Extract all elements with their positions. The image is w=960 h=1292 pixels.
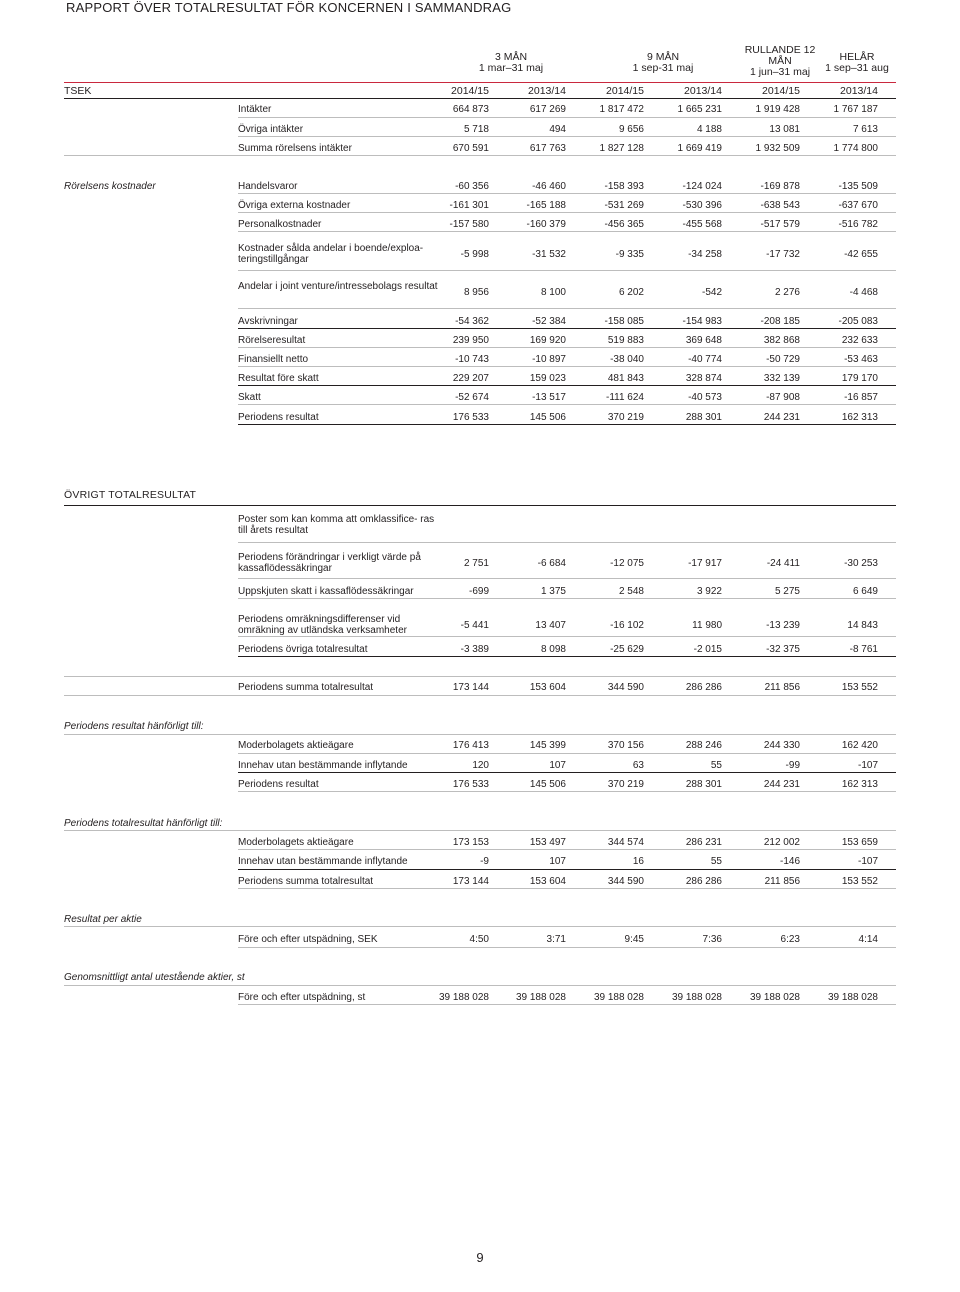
row-value: -146 [779,856,800,867]
row-value: 120 [472,760,489,771]
row-value: 153 604 [529,682,566,693]
section-label: Periodens resultat hänförligt till: [64,721,204,732]
row-value: 9 656 [618,124,644,135]
tsek-label: TSEK [64,85,92,97]
row-value: 14 843 [847,620,878,631]
row-divider [238,1004,896,1005]
section-label: Rörelsens kostnader [64,181,156,192]
row-divider [238,385,896,386]
row-label: Intäkter [238,104,272,115]
row-value: 370 156 [607,740,644,751]
row-label: Skatt [238,392,261,403]
row-value: -42 655 [844,249,878,260]
year-header: 2013/14 [684,85,722,97]
row-divider [238,328,896,329]
row-value: 173 153 [452,837,489,848]
row-value: -637 670 [838,200,878,211]
row-divider [238,270,896,271]
row-value: 286 286 [685,682,722,693]
row-value: 1 665 231 [677,104,722,115]
row-divider [238,212,896,213]
row-value: 107 [549,760,566,771]
period-header-label: 9 MÅN [646,51,680,63]
row-value: -13 239 [766,620,800,631]
row-value: 5 718 [463,124,489,135]
row-value: 39 188 028 [593,992,644,1003]
row-value: 153 497 [529,837,566,848]
row-value: -46 460 [532,181,566,192]
row-value: 244 231 [763,779,800,790]
row-label: Före och efter utspädning, SEK [238,934,378,945]
year-header: 2014/15 [606,85,644,97]
row-divider [238,366,896,367]
row-value: 212 002 [763,837,800,848]
row-divider [238,849,896,850]
row-divider [238,791,896,792]
row-value: 6 202 [618,287,644,298]
row-value: -9 [480,856,489,867]
row-value: 370 219 [607,412,644,423]
row-value: 179 170 [841,373,878,384]
row-value: -208 185 [760,316,800,327]
row-label: Handelsvaror [238,181,298,192]
row-value: 288 301 [685,412,722,423]
row-value: 13 407 [535,620,566,631]
row-value: 370 219 [607,779,644,790]
row-value: 173 144 [452,682,489,693]
row-value: 1 669 419 [677,143,722,154]
row-value: -154 983 [682,316,722,327]
period-header-dates: 1 sep-31 maj [632,62,694,74]
row-value: 6:23 [780,934,800,945]
row-divider [64,155,896,156]
row-value: 176 413 [452,740,489,751]
row-label: Summa rörelsens intäkter [238,143,352,154]
row-value: 382 868 [763,335,800,346]
row-value: -17 917 [688,558,722,569]
row-divider [238,869,896,870]
row-value: 1 817 472 [599,104,644,115]
row-value: -6 684 [537,558,566,569]
row-value: -30 253 [844,558,878,569]
row-value: 3:71 [546,934,566,945]
row-value: 176 533 [452,412,489,423]
row-value: 288 246 [685,740,722,751]
row-value: 2 276 [774,287,800,298]
section-label: Resultat per aktie [64,914,142,925]
row-value: -16 857 [844,392,878,403]
row-value: -60 356 [455,181,489,192]
row-value: 145 506 [529,412,566,423]
header-top-rule [64,82,896,83]
row-value: -5 998 [460,249,489,260]
row-value: -169 878 [760,181,800,192]
period-header-3man [456,52,566,74]
row-value: -40 774 [688,354,722,365]
row-value: 8 098 [540,644,566,655]
row-divider [238,193,896,194]
row-value: -542 [701,287,722,298]
row-value: 162 313 [841,779,878,790]
row-value: -50 729 [766,354,800,365]
row-label: Periodens summa totalresultat [238,876,374,887]
row-divider [64,734,896,735]
year-header: 2014/15 [451,85,489,97]
row-divider [238,636,896,637]
row-value: 211 856 [764,682,800,693]
row-value: -3 389 [460,644,489,655]
row-value: 4:50 [469,934,489,945]
row-value: 229 207 [452,373,489,384]
row-value: -165 188 [526,200,566,211]
period-header-label: 3 MÅN [494,51,528,63]
row-value: 39 188 028 [515,992,566,1003]
row-label: Övriga externa kostnader [238,200,351,211]
row-divider [238,424,896,425]
row-divider [238,231,896,232]
row-value: 153 552 [841,876,878,887]
row-value: 1 767 187 [833,104,878,115]
row-divider [238,947,896,948]
row-value: 176 533 [452,779,489,790]
year-header: 2013/14 [528,85,566,97]
row-value: 369 648 [685,335,722,346]
row-value: -16 102 [610,620,644,631]
row-value: -157 580 [449,219,489,230]
row-value: 8 956 [463,287,489,298]
ovrigt-rule [64,505,896,506]
row-label: Rörelseresultat [238,335,306,346]
row-label: Innehav utan bestämmande inflytande [238,760,408,771]
period-header-label: HELÅR [839,51,875,63]
row-value: 286 286 [685,876,722,887]
row-value: 153 604 [529,876,566,887]
period-header-label-cont: MÅN [768,55,792,67]
row-label: Kostnader sålda andelar i boende/exploa- teringstillgångar [238,243,424,265]
row-value: -52 674 [455,392,489,403]
row-value: 332 139 [763,373,800,384]
section-label: Genomsnittligt antal utestående aktier, st [64,972,245,983]
row-divider [238,347,896,348]
row-value: 344 590 [607,876,644,887]
row-divider [238,542,896,543]
row-value: 16 [632,856,644,867]
row-value: 239 950 [452,335,489,346]
row-value: 664 873 [452,104,489,115]
row-value: 39 188 028 [827,992,878,1003]
row-value: -9 335 [615,249,644,260]
row-value: 1 827 128 [599,143,644,154]
row-value: 1 919 428 [755,104,800,115]
row-value: 7 613 [852,124,878,135]
row-value: 7:36 [702,934,722,945]
row-value: 1 932 509 [755,143,800,154]
row-divider [64,985,896,986]
period-header-dates: 1 sep–31 aug [825,62,889,74]
row-value: 11 980 [692,620,722,631]
row-value: 344 590 [607,682,644,693]
row-value: -158 393 [604,181,644,192]
row-value: 6 649 [852,586,878,597]
row-value: 13 081 [769,124,800,135]
row-divider [238,888,896,889]
row-value: -517 579 [760,219,800,230]
row-divider [238,753,896,754]
period-header-label: RULLANDE 12 [744,44,816,56]
row-value: 1 774 800 [833,143,878,154]
row-value: -34 258 [688,249,722,260]
row-label: Poster som kan komma att omklassifice- ras till årets resultat [238,514,435,536]
row-divider [64,830,896,831]
row-value: 162 313 [841,412,878,423]
row-value: -53 463 [844,354,878,365]
row-label: Periodens övriga totalresultat [238,644,368,655]
row-value: -456 365 [604,219,644,230]
row-divider [238,136,896,137]
row-value: 481 843 [607,373,644,384]
row-value: 617 763 [529,143,566,154]
row-value: -699 [468,586,489,597]
row-value: 2 751 [463,558,489,569]
row-value: 107 [549,856,566,867]
row-value: 1 375 [540,586,566,597]
row-value: 4:14 [858,934,878,945]
row-value: 9:45 [624,934,644,945]
row-value: 162 420 [841,740,878,751]
row-value: -38 040 [610,354,644,365]
row-value: -124 024 [682,181,722,192]
section-label: Periodens totalresultat hänförligt till: [64,818,223,829]
row-divider [64,676,896,677]
row-label: Periodens resultat [238,779,319,790]
row-value: -40 573 [688,392,722,403]
row-value: -160 379 [526,219,566,230]
row-divider [238,404,896,405]
row-label: Periodens förändringar i verkligt värde på kassaflödessäkringar [238,552,421,574]
row-value: -17 732 [766,249,800,260]
row-value: -24 411 [766,558,800,569]
row-value: -107 [857,856,878,867]
row-value: -205 083 [838,316,878,327]
row-value: -2 015 [693,644,722,655]
period-header-9man [608,52,718,74]
row-value: 153 552 [841,682,878,693]
period-header-helar [802,52,912,74]
row-divider [64,926,896,927]
period-header-dates: 1 jun–31 maj [749,66,811,78]
year-header: 2013/14 [840,85,878,97]
row-label: Moderbolagets aktieägare [238,837,354,848]
row-value: 173 144 [452,876,489,887]
row-value: -10 897 [532,354,566,365]
row-label: Övriga intäkter [238,124,304,135]
row-value: 8 100 [540,287,566,298]
row-value: -455 568 [682,219,722,230]
row-value: 244 330 [763,740,800,751]
row-value: -87 908 [766,392,800,403]
row-label: Resultat före skatt [238,373,319,384]
row-label: Andelar i joint venture/intressebolags resultat [238,281,438,292]
row-value: 3 922 [696,586,722,597]
row-value: -531 269 [604,200,644,211]
row-divider [238,772,896,773]
row-value: -4 468 [849,287,878,298]
page-title: RAPPORT ÖVER TOTALRESULTAT FÖR KONCERNEN I SAMMANDRAG [66,0,512,15]
row-value: -530 396 [682,200,722,211]
row-value: 286 231 [685,837,722,848]
row-value: 159 023 [529,373,566,384]
row-divider [238,578,896,579]
row-value: 519 883 [607,335,644,346]
row-value: -111 624 [606,392,644,403]
period-header-dates: 1 mar–31 maj [478,62,544,74]
row-divider [238,117,896,118]
row-value: 39 188 028 [671,992,722,1003]
row-value: 55 [710,856,722,867]
row-value: 344 574 [607,837,644,848]
row-label: Periodens resultat [238,412,319,423]
row-value: -161 301 [449,200,489,211]
row-divider [238,656,896,657]
row-value: 55 [710,760,722,771]
row-value: -10 743 [455,354,489,365]
row-value: -31 532 [532,249,566,260]
row-value: 145 399 [529,740,566,751]
row-value: 232 633 [841,335,878,346]
row-value: -32 375 [766,644,800,655]
row-value: -25 629 [610,644,644,655]
row-value: 63 [632,760,644,771]
row-value: -8 761 [849,644,878,655]
row-label: Finansiellt netto [238,354,309,365]
section-heading-ovrigt: ÖVRIGT TOTALRESULTAT [64,489,197,501]
row-value: -54 362 [455,316,489,327]
row-value: 617 269 [529,104,566,115]
row-value: -12 075 [610,558,644,569]
row-label: Periodens summa totalresultat [238,682,374,693]
row-value: 288 301 [685,779,722,790]
row-label: Moderbolagets aktieägare [238,740,354,751]
header-bottom-rule [64,98,896,99]
row-value: 244 231 [763,412,800,423]
row-value: -158 085 [604,316,644,327]
row-label: Periodens omräkningsdifferenser vid omräkning av utländska verksamheter [238,614,407,636]
row-divider [238,308,896,309]
row-value: 153 659 [841,837,878,848]
row-value: -52 384 [532,316,566,327]
row-value: -638 543 [760,200,800,211]
row-value: 2 548 [618,586,644,597]
row-value: 39 188 028 [438,992,489,1003]
row-value: 494 [549,124,566,135]
row-value: 4 188 [696,124,722,135]
row-label: Innehav utan bestämmande inflytande [238,856,408,867]
row-label: Uppskjuten skatt i kassaflödessäkringar [238,586,414,597]
row-value: -13 517 [532,392,566,403]
row-value: 670 591 [452,143,489,154]
row-value: 145 506 [529,779,566,790]
row-value: -5 441 [460,620,489,631]
row-value: -516 782 [838,219,878,230]
row-value: 328 874 [685,373,722,384]
row-value: 169 920 [529,335,566,346]
row-label: Personalkostnader [238,219,322,230]
row-divider [238,598,896,599]
row-label: Avskrivningar [238,316,298,327]
row-value: 211 856 [764,876,800,887]
page-number: 9 [476,1250,484,1265]
row-value: -107 [857,760,878,771]
row-divider [64,695,896,696]
year-header: 2014/15 [762,85,800,97]
row-label: Före och efter utspädning, st [238,992,366,1003]
row-value: 39 188 028 [749,992,800,1003]
row-value: -99 [785,760,800,771]
row-value: 5 275 [774,586,800,597]
row-value: -135 509 [838,181,878,192]
